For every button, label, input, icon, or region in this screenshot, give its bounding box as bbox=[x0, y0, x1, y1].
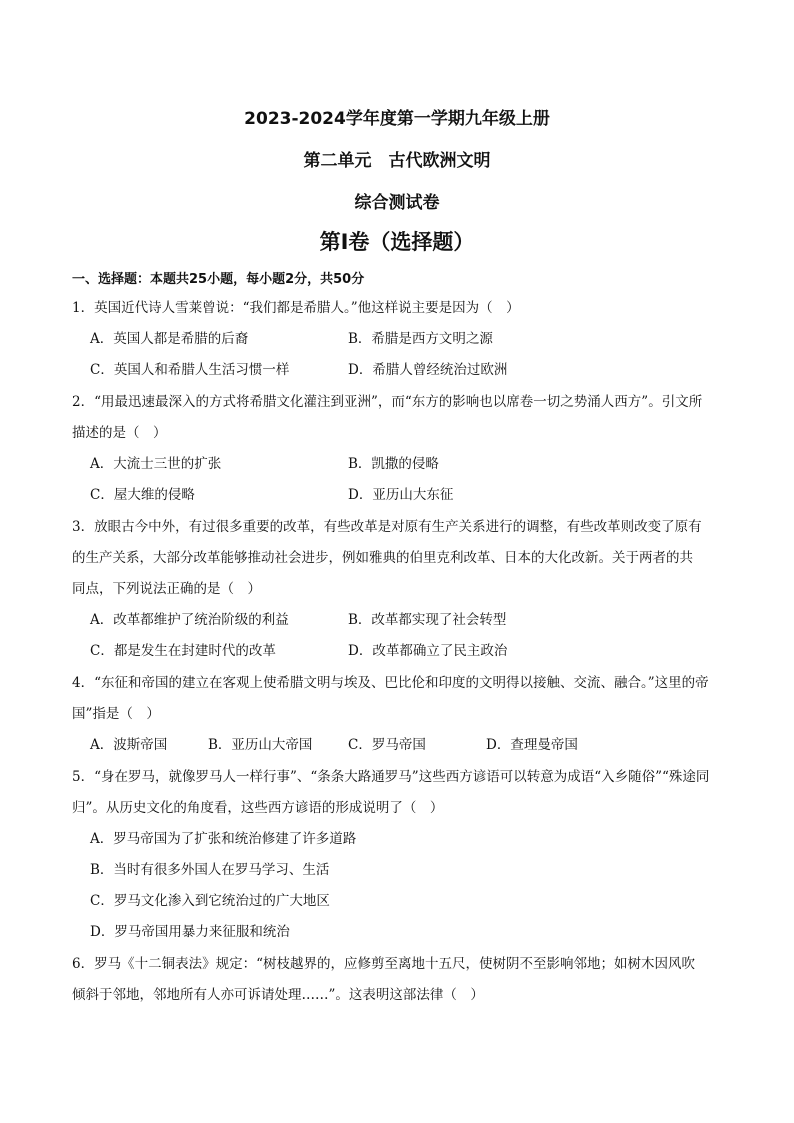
test-title: 综合测试卷 bbox=[354, 193, 440, 213]
question-3-option-a: A．改革都维护了统治阶级的利益 bbox=[90, 612, 289, 628]
question-3-option-c: C．都是发生在封建时代的改革 bbox=[90, 643, 276, 659]
question-5-stem-line2: 归”。从历史文化的角度看，这些西方谚语的形成说明了（ ） bbox=[72, 800, 444, 816]
question-2-option-d: D．亚历山大东征 bbox=[348, 487, 454, 503]
question-3-option-d: D．改革都确立了民主政治 bbox=[348, 643, 508, 659]
question-1-stem: 1．英国近代诗人雪莱曾说：“我们都是希腊人。”他这样说主要是因为（ ） bbox=[72, 300, 520, 316]
question-4-option-d: D．查理曼帝国 bbox=[486, 737, 578, 753]
question-2-option-a: A．大流士三世的扩张 bbox=[90, 456, 222, 472]
question-5-stem-line1: 5．“身在罗马，就像罗马人一样行事”、“条条大路通罗马”这些西方谚语可以转意为成语“入乡随俗”“殊途同 bbox=[72, 769, 710, 785]
question-3-stem-line3: 同点，下列说法正确的是（ ） bbox=[72, 581, 261, 597]
question-4-stem-line1: 4．“东征和帝国的建立在客观上使希腊文明与埃及、巴比伦和印度的文明得以接触、交流、融合。”这里的帝 bbox=[72, 675, 709, 691]
question-3-stem-line2: 的生产关系，大部分改革能够推动社会进步，例如雅典的伯里克利改革、日本的大化改新。关于两者的共 bbox=[72, 550, 693, 566]
question-6-stem-line2: 倾斜于邻地，邻地所有人亦可诉请处理……”。这表明这部法律（ ） bbox=[72, 987, 484, 1003]
question-2-option-c: C．屋大维的侵略 bbox=[90, 487, 195, 503]
volume-title: 第Ⅰ卷（选择题） bbox=[319, 230, 475, 254]
exam-year-title: 2023-2024学年度第一学期九年级上册 bbox=[244, 109, 550, 129]
question-3-stem-line1: 3．放眼古今中外，有过很多重要的改革，有些改革是对原有生产关系进行的调整，有些改革则改变了原有 bbox=[72, 519, 702, 535]
question-4-option-b: B．亚历山大帝国 bbox=[208, 737, 313, 753]
question-6-stem-line1: 6．罗马《十二铜表法》规定：“树枝越界的，应修剪至离地十五尺，使树阴不至影响邻地；如树木因风吹 bbox=[72, 956, 695, 972]
question-3-option-b: B．改革都实现了社会转型 bbox=[348, 612, 507, 628]
question-2-option-b: B．凯撒的侵略 bbox=[348, 456, 439, 472]
question-1-option-a: A．英国人都是希腊的后裔 bbox=[90, 331, 249, 347]
question-5-option-b: B．当时有很多外国人在罗马学习、生活 bbox=[90, 862, 330, 878]
question-4-option-a: A．波斯帝国 bbox=[90, 737, 168, 753]
question-4-stem-line2: 国”指是（ ） bbox=[72, 706, 160, 722]
question-5-option-a: A．罗马帝国为了扩张和统治修建了许多道路 bbox=[90, 831, 357, 847]
question-1-option-d: D．希腊人曾经统治过欧洲 bbox=[348, 362, 508, 378]
question-1-option-c: C．英国人和希腊人生活习惯一样 bbox=[90, 362, 290, 378]
question-4-option-c: C．罗马帝国 bbox=[348, 737, 426, 753]
question-2-stem-line2: 描述的是（ ） bbox=[72, 425, 167, 441]
section-heading: 一、选择题：本题共25小题，每小题2分，共50分 bbox=[72, 272, 365, 287]
unit-title: 第二单元 古代欧洲文明 bbox=[303, 151, 491, 171]
question-5-option-d: D．罗马帝国用暴力来征服和统治 bbox=[90, 924, 290, 940]
question-1-option-b: B．希腊是西方文明之源 bbox=[348, 331, 493, 347]
question-2-stem-line1: 2．“用最迅速最深入的方式将希腊文化灌注到亚洲”，而“东方的影响也以席卷一切之势涌人西方”。引文所 bbox=[72, 394, 703, 410]
question-5-option-c: C．罗马文化渗入到它统治过的广大地区 bbox=[90, 893, 330, 909]
